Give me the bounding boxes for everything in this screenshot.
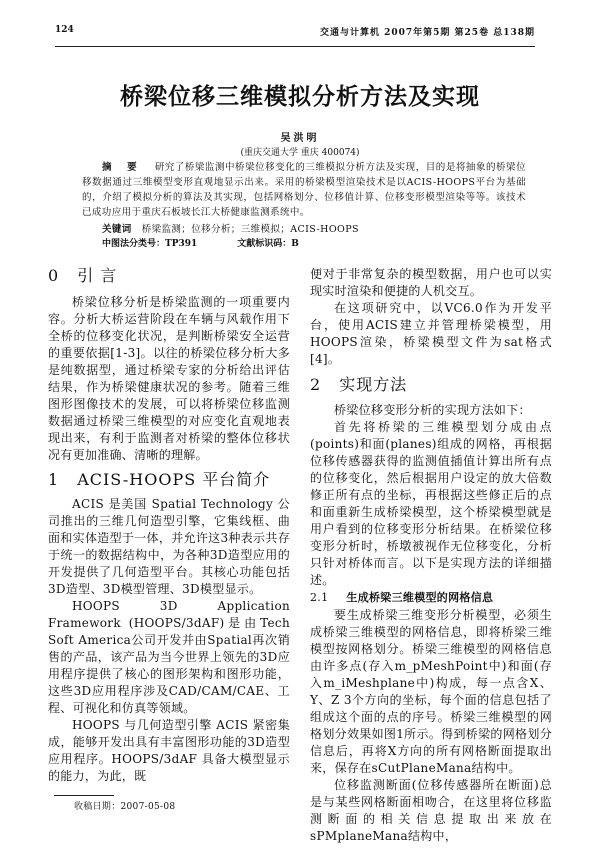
paragraph: 在这项研究中，以VC6.0作为开发平台，使用ACIS建立并管理桥梁模型，用HOOPS渲染，桥梁模型文件为sat格式[4]。: [310, 301, 552, 366]
paragraph: 桥梁位移变形分析的实现方法如下：: [334, 403, 531, 417]
section-heading: [310, 375, 552, 395]
section-heading: [48, 266, 290, 286]
subsection-number: 2.1: [310, 591, 329, 604]
section-title: ACIS-HOOPS 平台简介: [77, 470, 271, 489]
paragraph: 要生成桥梁三维变形分析模型，必须生成桥梁三维模型的网格信息，即将桥梁三维模型按网格划分。桥梁三维模型的网格信息由许多点(存入m_pMeshPoint中)和面(存入m_iMeshplane中)构成，每一点含X、Y、Z 3个方向的坐标，每个面的信息包括了组成这个面的点的序号。桥梁三维模型的网格划分效果如图1所示。得到桥梁的网格划分信息后，再将X方向的所有网格断面提取出来，保存在sCutPlaneMana结构中。: [310, 608, 552, 775]
page-number: 124: [55, 25, 74, 35]
keywords-text: 桥梁监测；位移分析；三维模拟；ACIS-HOOPS: [141, 224, 359, 235]
affiliation: (重庆交通大学 重庆 400074): [240, 148, 360, 158]
keywords-label: 关键词: [102, 224, 132, 235]
section-number: 1: [48, 470, 60, 489]
running-header: [55, 25, 535, 37]
section-number: 0: [48, 266, 60, 285]
paper-title: 桥梁位移三维模拟分析方法及实现: [120, 83, 480, 110]
header-rule: [55, 46, 535, 47]
section-heading: [48, 470, 290, 490]
abstract: [82, 160, 526, 220]
doc-code: 文献标识码：B: [237, 239, 299, 249]
front-matter: [82, 160, 526, 252]
abstract-label: 摘 要: [102, 162, 143, 173]
paragraph: 桥梁位移分析是桥梁监测的一项重要内容。分析大桥运营阶段在车辆与风载作用下全桥的位移变化状况，是判断桥梁安全运营的重要依据[1-3]。以往的桥梁位移分析大多是纯数据型，通过桥梁专家的分析给出评估结果，作为桥梁健康状况的参考。随着三维图形图像技术的发展，可以将桥梁位移监测数据通过桥梁三维模型的对应变化直观地表现出来，有利于监测者对桥梁的整体位移状况有更加准确、清晰的理解。: [48, 295, 290, 462]
paragraph: 便对于非常复杂的模型数据，用户也可以实现实时渲染和便捷的人机交互。: [310, 267, 552, 298]
paragraph: ACIS 是美国 Spatial Technology 公司推出的三维几何造型引擎，它集线框、曲面和实体造型于一体，并允许这3种表示共存于统一的数据结构中，为各种3D造型应用的开发提供了几何造型平台。其核心功能包括3D造型、3D模型管理、3D模型显示。: [48, 497, 290, 596]
body-columns: [48, 266, 552, 855]
author: 吴洪明: [280, 133, 320, 144]
subsection-title: 生成桥梁三维模型的网格信息: [346, 591, 494, 604]
keywords: [82, 222, 526, 237]
subsection-heading: [310, 589, 552, 607]
section-title: 引 言: [77, 266, 118, 285]
classification: [82, 237, 526, 252]
abstract-text: 研究了桥梁监测中桥梁位移变化的三维模拟分析方法及实现，目的是将抽象的桥梁位移数据通过三维模型变形直观地显示出来。采用的桥梁模型渲染技术是以ACIS-HOOPS平台为基础的，介绍了模拟分析的算法及其实现，包括网格划分、位移值计算、位移变形模型渲染等等。该技术已成功应用于重庆石板坡长江大桥健康监测系统中。: [82, 162, 526, 218]
paragraph: HOOPS 与几何造型引擎 ACIS 紧密集成，能够开发出具有丰富图形功能的3D造型应用程序。HOOPS/3dAF 具备大模型显示的能力，为此，既: [48, 718, 290, 783]
right-column: [310, 266, 552, 845]
received-date-footnote: 收稿日期：2007-05-08: [74, 802, 176, 812]
section-number: 2: [310, 375, 322, 394]
left-column: [48, 266, 290, 813]
section-title: 实现方法: [339, 375, 408, 394]
journal-info: 交通与计算机 2007年第5期 第25卷 总138期: [319, 28, 535, 38]
paragraph: 位移监测断面(位移传感器所在断面)总是与某些网格断面相吻合，在这里将位移监测断面的相关信息提取出来放在sPMplaneMana结构中，: [310, 778, 552, 843]
paragraph: 首先将桥梁的三维模型划分成由点(points)和面(planes)组成的网格，再根据位移传感器获得的监测值插值计算出所有点的位移变化，然后根据用户设定的放大倍数修正所有点的坐标，再根据这些修正后的点和面重新生成桥梁模型，这个桥梁模型就是用户看到的位移变形分析结果。在桥梁位移变形分析时，桥墩被视作无位移变化，分析只针对桥体而言。以下是实现方法的详细描述。: [310, 420, 552, 587]
clc-number: 中图法分类号：TP391: [102, 239, 198, 249]
paragraph: HOOPS 3D Application Framework (HOOPS/3dAF)是由Tech Soft America公司开发并由Spatial再次销售的产品，该产品为当今世界上领先的3D应用程序提供了核心的图形架构和图形功能，这些3D应用程序涉及CAD/CAM/CAE、工程、可视化和仿真等领域。: [48, 599, 290, 715]
